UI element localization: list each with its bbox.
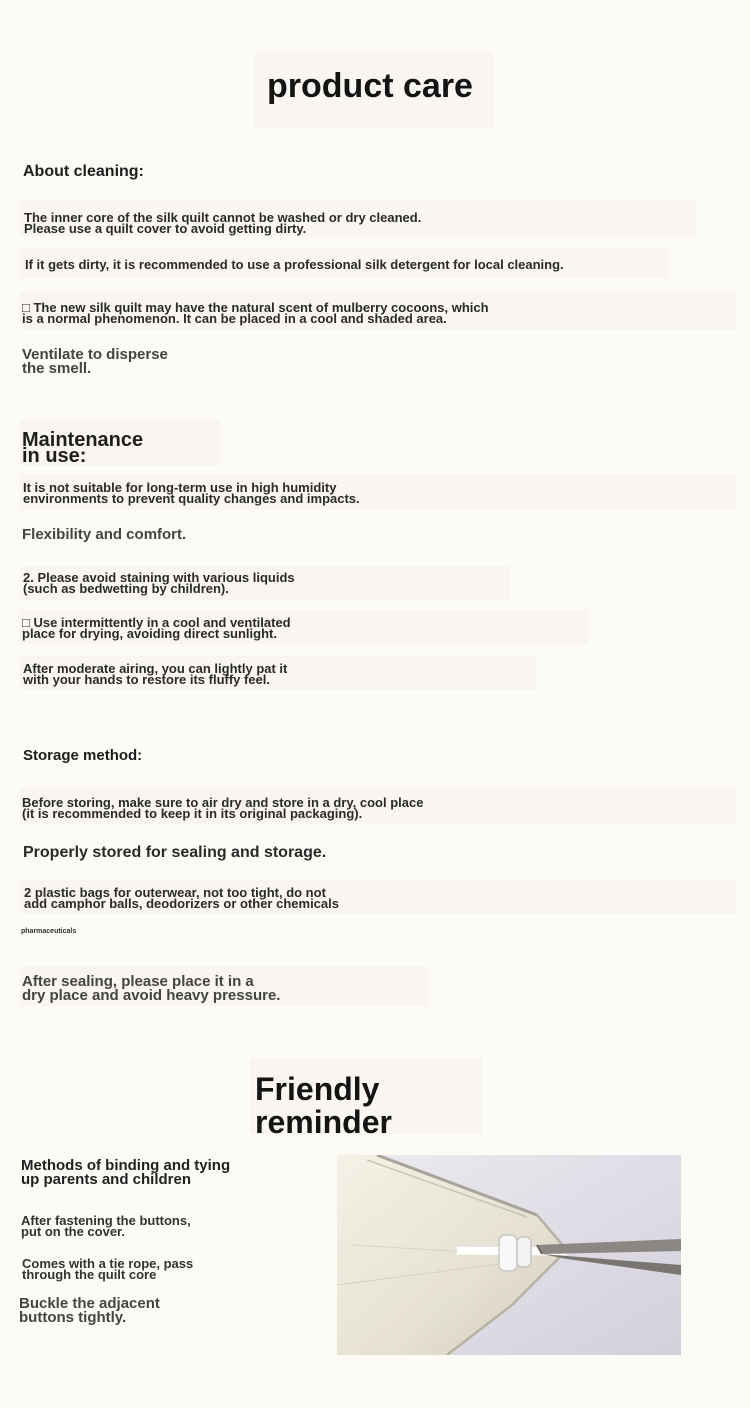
storage-text-4: pharmaceuticals [21, 928, 77, 935]
maintenance-text-1: It is not suitable for long-term use in high humidity environments to prevent quality changes and impacts. [23, 480, 360, 506]
cleaning-text-4: Ventilate to disperse the smell. [22, 346, 168, 377]
storage-text-3: 2 plastic bags for outerwear, not too tight, do not add camphor balls, deodorizers or other chemicals [24, 885, 339, 911]
reminder-title: Friendly reminder [255, 1071, 392, 1140]
storage-text-1: Before storing, make sure to air dry and store in a dry, cool place (it is recommended to keep it in its original packaging). [22, 795, 424, 821]
cleaning-heading: About cleaning: [23, 163, 144, 180]
cleaning-text-3: □ The new silk quilt may have the natural scent of mulberry cocoons, which is a normal phenomenon. It can be placed in a cool and shaded area. [22, 300, 489, 326]
reminder-text-3: Buckle the adjacent buttons tightly. [19, 1295, 160, 1326]
reminder-text-1: After fastening the buttons, put on the cover. [21, 1213, 191, 1239]
maintenance-heading: Maintenance in use: [22, 429, 144, 467]
storage-text-5: After sealing, please place it in a dry place and avoid heavy pressure. [22, 973, 281, 1004]
maintenance-text-3: 2. Please avoid staining with various liquids (such as bedwetting by children). [23, 570, 295, 596]
quilt-buckle-photo [337, 1155, 681, 1355]
maintenance-text-4: □ Use intermittently in a cool and ventilated place for drying, avoiding direct sunlight. [22, 615, 291, 641]
cleaning-text-1: The inner core of the silk quilt cannot be washed or dry cleaned. Please use a quilt cover to avoid getting dirty. [24, 210, 422, 236]
maintenance-text-2: Flexibility and comfort. [22, 526, 187, 543]
page-title: product care [267, 67, 473, 105]
quilt-buckle-illustration [337, 1155, 681, 1355]
maintenance-text-5: After moderate airing, you can lightly pat it with your hands to restore its fluffy feel. [23, 661, 288, 687]
storage-heading: Storage method: [23, 747, 143, 764]
reminder-heading: Methods of binding and tying up parents and children [21, 1157, 231, 1188]
reminder-text-2: Comes with a tie rope, pass through the quilt core [22, 1256, 194, 1282]
storage-text-2: Properly stored for sealing and storage. [23, 844, 327, 861]
cleaning-text-2: If it gets dirty, it is recommended to use a professional silk detergent for local cleaning. [25, 257, 564, 272]
